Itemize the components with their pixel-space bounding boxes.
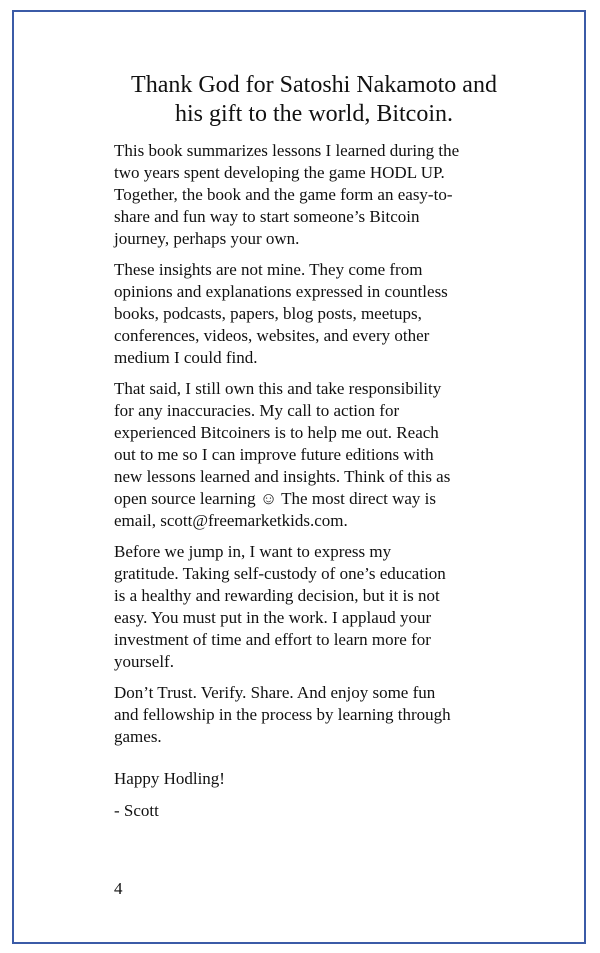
text-line: for any inaccuracies. My call to action for xyxy=(114,401,400,420)
closing-block xyxy=(114,768,514,822)
text-line: opinions and explanations expressed in countless xyxy=(114,282,448,301)
signature: - Scott xyxy=(114,801,159,820)
text-line: out to me so I can improve future editions with xyxy=(114,445,434,464)
text-line: medium I could find. xyxy=(114,348,258,367)
text-line: Don’t Trust. Verify. Share. And enjoy some fun xyxy=(114,683,436,702)
text-line: journey, perhaps your own. xyxy=(114,229,300,248)
title-line: his gift to the world, Bitcoin. xyxy=(175,101,453,127)
text-line: open source learning ☺ The most direct way is xyxy=(114,489,437,508)
body-text xyxy=(114,140,514,748)
text-line: and fellowship in the process by learning through xyxy=(114,705,451,724)
text-line: books, podcasts, papers, blog posts, meetups, xyxy=(114,304,422,323)
paragraph-call-to-action xyxy=(114,378,514,532)
text-line: That said, I still own this and take responsibility xyxy=(114,379,442,398)
text-line: share and fun way to start someone’s Bitcoin xyxy=(114,207,420,226)
text-line: experienced Bitcoiners is to help me out. Reach xyxy=(114,423,439,442)
text-line: email, scott@freemarketkids.com. xyxy=(114,511,348,530)
text-line: is a healthy and rewarding decision, but it is not xyxy=(114,586,440,605)
text-line: new lessons learned and insights. Think of this as xyxy=(114,467,451,486)
paragraph-insights xyxy=(114,259,514,369)
text-line: conferences, videos, websites, and every other xyxy=(114,326,430,345)
text-line: investment of time and effort to learn more for xyxy=(114,630,431,649)
paragraph-intro xyxy=(114,140,514,250)
text-line: yourself. xyxy=(114,652,174,671)
page-number: 4 xyxy=(114,879,123,898)
closing-line: Happy Hodling! xyxy=(114,769,225,788)
text-line: two years spent developing the game HODL UP. xyxy=(114,163,445,182)
text-line: These insights are not mine. They come from xyxy=(114,260,423,279)
text-line: Before we jump in, I want to express my xyxy=(114,542,392,561)
page-content xyxy=(114,71,514,832)
paragraph-dont-trust xyxy=(114,682,514,748)
page-title xyxy=(114,71,514,129)
text-line: Together, the book and the game form an easy-to- xyxy=(114,185,453,204)
text-line: gratitude. Taking self-custody of one’s education xyxy=(114,564,446,583)
title-line: Thank God for Satoshi Nakamoto and xyxy=(131,72,497,98)
paragraph-gratitude xyxy=(114,541,514,673)
text-line: easy. You must put in the work. I applaud your xyxy=(114,608,432,627)
text-line: games. xyxy=(114,727,162,746)
text-line: This book summarizes lessons I learned during the xyxy=(114,141,460,160)
